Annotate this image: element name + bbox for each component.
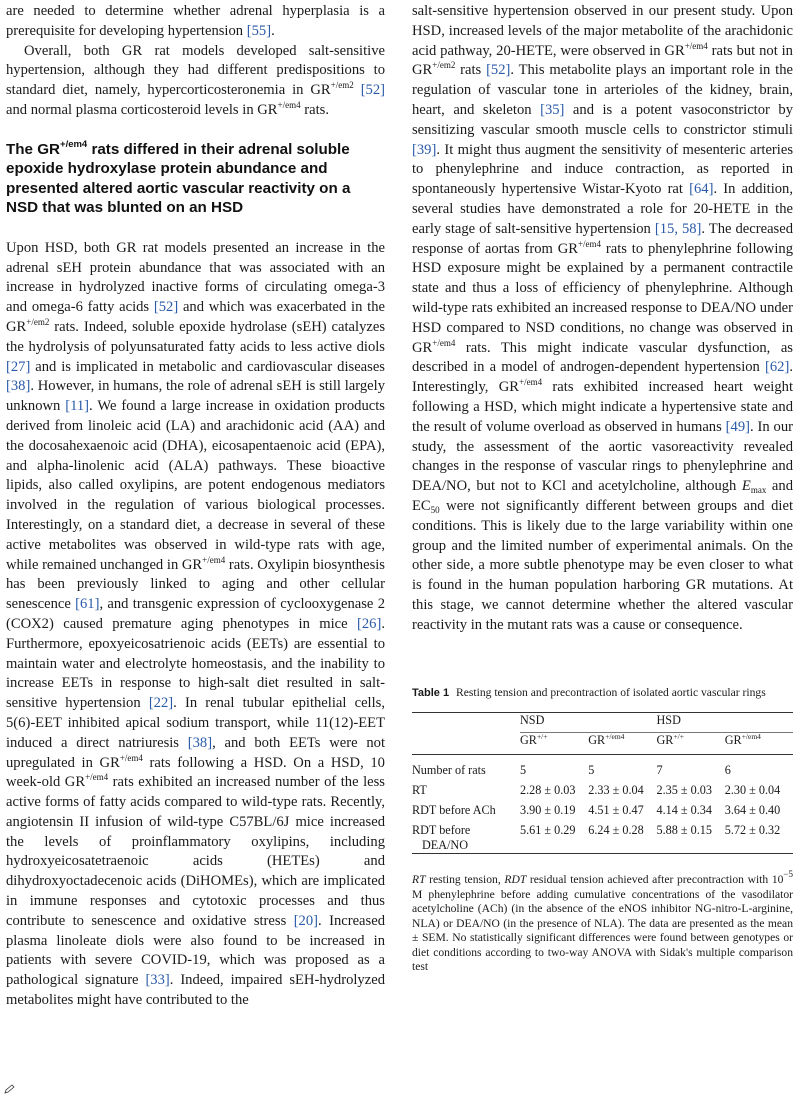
left-column (6, 2, 385, 1011)
table-row: RT 2.28 ± 0.03 2.33 ± 0.04 2.35 ± 0.03 2.30 ± 0.04 (412, 783, 781, 797)
citation-link[interactable]: [20] (293, 912, 319, 929)
citation-link[interactable]: [38] (6, 378, 31, 395)
citation-link[interactable]: [52] (486, 62, 511, 79)
citation-link[interactable]: [22] (148, 695, 174, 712)
group-header-nsd: NSD (520, 713, 545, 727)
paragraph-overall: Overall, both GR rat models developed salt-sensitive hypertension, although they had different predispositions to standard diet, namely, hypercorticosteronemia in $GR^{+/em2}$ [52] and normal plasma corticosteroid levels in $GR^{+/em4}$ rats. (6, 42, 386, 118)
table-caption: Table 1 Resting tension and precontraction of isolated aortic vascular rings (412, 685, 766, 699)
group-header-hsd: HSD (656, 713, 681, 727)
citation-link[interactable]: [62] (765, 359, 790, 376)
citation-link[interactable]: [35] (540, 101, 565, 118)
pencil-icon (4, 1084, 16, 1094)
table-label: Table 1 (412, 686, 450, 699)
table-group-row (412, 713, 793, 733)
table-genotype-row (412, 733, 793, 755)
genotype-header: GR+/+ (657, 733, 725, 755)
citation-link[interactable]: [52] (360, 82, 386, 99)
citation-link[interactable]: [27] (6, 358, 31, 375)
citation-link[interactable]: [61] (75, 596, 100, 613)
table-row: Number of rats 5 5 7 6 (412, 755, 793, 784)
table-row: RDT before ACh 3.90 ± 0.19 4.51 ± 0.47 4.14 ± 0.34 3.64 ± 0.40 (412, 803, 781, 817)
paragraph-20-hete: salt-sensitive hypertension observed in our present study. Upon HSD, increased levels of the major metabolite of the arachidonic acid pathway, 20-HETE, were observed in $GR^{+/em4}$ rats but not in $GR^{+/em2}$ rats [52]. This metabolite plays an important role in the regulation of vascular tone in arterioles of the kidney, brain, heart, and skeleton [35] and is a potent vasoconstrictor by sensitizing vascular smooth muscle cells to constrictor stimuli [39]. It might thus augment the sensitivity of mesenteric arteries to phenylephrine and induce contraction, as reported in spontaneously hypertensive Wistar-Kyoto rat [64]. In addition, several studies have demonstrated a role for 20-HETE in the early stage of salt-sensitive hypertension [15, 58]. The decreased response of aortas from $GR^{+/em4}$ rats to phenylephrine following HSD exposure might be explained by a permanent contractile state and thus a loss of efficiency of phenylephrine. Although wild-type rats exhibited an increased response to DEA/NO under HSD compared to NSD conditions, no change was observed in $GR^{+/em4}$ rats. This might indicate vascular dysfunction, as described in a model of androgen-dependent hypertension [62]. Interestingly, $GR^{+/em4}$ rats exhibited increased heart weight following a HSD, which might indicate a hypertensive state and the result of volume overload as observed in humans [49]. In our study, the assessment of the aortic vasoreactivity revealed changes in the response of vascular rings to phenylephrine and DEA/NO, but not to KCl and acetylcholine, although $E_{max}$ and $EC_{50}$ were not significantly different between groups and diet conditions. This is likely due to the large variability within one group and the limited number of experimental animals. On the other side, a more subtle phenotype may be even closer to what is found in the human population harboring GR mutations. At this stage, we cannot determine whether the altered vascular reactivity in the mutant rats was a cause or consequence. (412, 3, 794, 633)
citation-link[interactable]: [39] (412, 141, 437, 158)
genotype-header: GR+/+ (520, 733, 588, 755)
citation-link[interactable]: [49] (725, 418, 750, 435)
table-row: RDT before DEA/NO 5.61 ± 0.29 6.24 ± 0.28 5.88 ± 0.15 5.72 ± 0.32 (412, 823, 781, 852)
citation-link[interactable]: [11] (65, 398, 90, 415)
citation-link[interactable]: [52] (153, 299, 179, 316)
genotype-header: $GR^{+/em4}$ (588, 733, 656, 755)
paragraph-hsd-seh: Upon HSD, both GR rat models presented an increase in the adrenal sEH protein abundance that was associated with an increase in hydrolyzed inactive forms of circulating omega-3 and omega-6 fatty acids [52] and which was exacerbated in the $GR^{+/em2}$ rats. Indeed, soluble epoxide hydrolase (sEH) catalyzes the hydrolysis of polyunsaturated fatty acids to less active diols [27] and is implicated in metabolic and cardiovascular diseases [38]. However, in humans, the role of adrenal sEH is still largely unknown [11]. We found a large increase in oxidation products derived from linoleic acid (LA) and arachidonic acid (AA) and the docosahexaenoic acid (DHA), eicosapentaenoic acid (EPA), and alpha-linolenic acid (ALA) pathways. These bioactive lipids, also called oxylipins, are potent endogenous mediators involved in the regulation of various biological processes. Interestingly, on a standard diet, a decrease in several of these active metabolites was observed in wild-type rats with age, while remained unchanged in $GR^{+/em4}$ rats. Oxylipin biosynthesis has been previously linked to aging and other cellular senescence [61], and transgenic expression of cyclooxygenase 2 (COX2) caused premature aging phenotypes in mice [26]. Furthermore, epoxyeicosatrienoic acids (EETs) are essential to maintain water and electrolyte homeostasis, and the inability to increase EETs in response to high-salt diet resulted in salt-sensitive hypertension [22]. In renal tubular epithelial cells, 5(6)-EET inhibited apical sodium transport, while 11(12)-EET induced a direct natriuresis [38], and both EETs were not upregulated in $GR^{+/em4}$ rats following a HSD. On a HSD, 10 week-old $GR^{+/em4}$ rats exhibited an increased number of the less active forms of fatty acids compared to wild-type rats. Recently, angiotensin II infusion of wild-type C57BL/6J mice increased the levels of proinflammatory oxylipins, including hydroxyeicosatetraenoic acids (HETEs) and dihydroxyoctadecenoic acids (DiHOMEs), which are implicated in immune responses and cytotoxic processes and thus contribute to senescence and oxidative stress [20]. Increased plasma linoleate diols were also found to be increased in patients with severe COVID-19, which was proposed as a pathological signature [33]. Indeed, impaired sEH-hydrolyzed metabolites might have contributed to the (6, 239, 386, 1009)
data-table (412, 712, 793, 855)
right-column (412, 2, 793, 975)
citation-link[interactable]: [26] (357, 615, 382, 632)
citation-link[interactable]: [55] (246, 22, 272, 39)
section-heading: The $GR^{+/em4}$ rats differed in their adrenal soluble epoxide hydroxylase protein abundance and presented altered aortic vascular reactivity on a NSD that was blunted on an HSD (6, 138, 351, 217)
citation-link[interactable]: [64] (689, 181, 714, 198)
table-footnote: RT resting tension, RDT residual tension achieved after precontraction with $10^{-5}$ M phenylephrine before adding cumulative concentrations of the vasodilator acetylcholine (ACh) (in the absence of the eNOS inhibitor NG-nitro-L-arginine, NLA) or DEA/NO (in the presence of NLA). The data are presented as the mean ± SEM. No statistically significant differences were found between genotypes or diet conditions according to two-way ANOVA with Sidak's multiple comparison test (412, 869, 793, 973)
genotype-header: $GR^{+/em4}$ (725, 733, 793, 755)
citation-link[interactable]: [38] (187, 734, 213, 751)
paragraph-adrenal-hyperplasia: are needed to determine whether adrenal hyperplasia is a prerequisite for developing hypertension [55]. (6, 3, 385, 39)
citation-link[interactable]: [15, 58] (654, 220, 702, 237)
citation-link[interactable]: [33] (145, 972, 170, 989)
